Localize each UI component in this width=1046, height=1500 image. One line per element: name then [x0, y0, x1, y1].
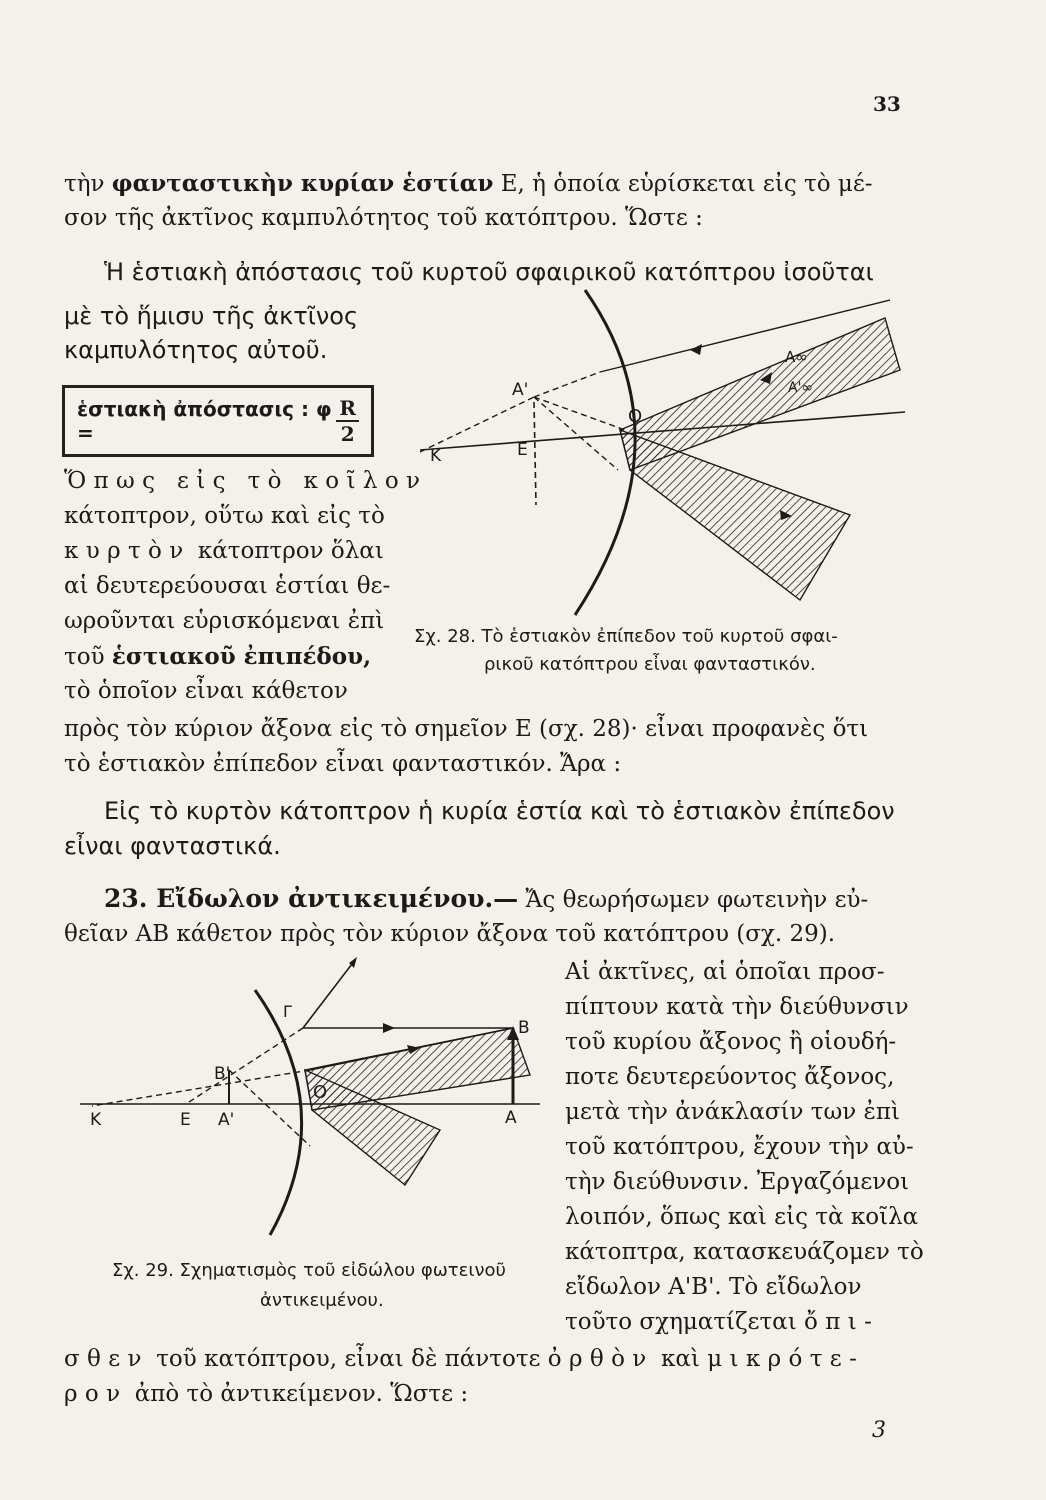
text-line-9: αἱ δευτερεύουσαι ἑστίαι θε-	[64, 573, 391, 599]
text-line-1-pre: τὴν	[64, 171, 112, 197]
section-23-title: 23. Εἴδωλον ἀντικειμένου.—	[104, 884, 519, 913]
label-28-a-inf-prime: Α'∞	[788, 380, 814, 396]
right-line-8: λοιπόν, ὅπως καὶ εἰς τὰ κοῖλα	[565, 1204, 919, 1230]
text-line-8-post: κάτοπτρον ὅλαι	[190, 538, 384, 564]
spaced-text-orthon: ὀρθὸν	[547, 1346, 654, 1372]
label-29-b-prime: Β'	[214, 1064, 231, 1084]
spaced-text-ron: ρον	[64, 1381, 128, 1407]
page-number: 33	[873, 92, 901, 116]
label-29-a: Α	[505, 1108, 517, 1128]
rule-statement-line-2: μὲ τὸ ἥμισυ τῆς ἀκτῖνος	[64, 302, 359, 330]
label-28-a-prime: Α'	[512, 380, 529, 400]
rule-statement-line-1: Ἡ ἑστιακὴ ἀπόστασις τοῦ κυρτοῦ σφαιρικοῦ κατόπτρου ἰσοῦται	[104, 258, 874, 286]
label-29-k: Κ	[90, 1110, 102, 1130]
text-line-last-1	[64, 1346, 864, 1372]
label-28-o: Ο	[628, 406, 643, 427]
text-line-1-post: Ε, ἡ ὁποία εὑρίσκεται εἰς τὸ μέ-	[493, 171, 873, 197]
text-line-14: τὸ ἑστιακὸν ἐπίπεδον εἶναι φανταστικόν. Ἄρα :	[64, 751, 622, 777]
section-23-rest: Ἄς θεωρήσωμεν φωτεινὴν εὐ-	[518, 887, 869, 913]
text-line-18: θεῖαν ΑΒ κάθετον πρὸς τὸν κύριον ἄξονα τοῦ κατόπτρου (σχ. 29).	[64, 921, 836, 947]
text-line-12: τὸ ὁποῖον εἶναι κάθετον	[64, 678, 348, 704]
text-line-13: πρὸς τὸν κύριον ἄξονα εἰς τὸ σημεῖον Ε (σχ. 28)· εἶναι προφανὲς ὅτι	[64, 716, 869, 742]
text-last-2-post: ἀπὸ τὸ ἀντικείμενον. Ὥστε :	[127, 1381, 469, 1407]
label-28-a-inf: Α∞	[785, 348, 808, 366]
rule-statement-2-line-1: Εἰς τὸ κυρτὸν κάτοπτρον ἡ κυρία ἑστία καὶ τὸ ἑστιακὸν ἐπίπεδον	[104, 797, 895, 825]
label-28-k: Κ	[430, 446, 442, 466]
right-line-5: μετὰ τὴν ἀνάκλασίν των ἐπὶ	[565, 1099, 901, 1125]
right-line-10: εἴδωλον Α'Β'. Τὸ εἴδωλον	[565, 1274, 862, 1300]
label-29-e: Ε	[180, 1110, 191, 1130]
label-28-e: Ε	[517, 440, 528, 460]
spaced-text-opisthen-end: σθεν	[64, 1346, 149, 1372]
text-last-1-mid: τοῦ κατόπτρου, εἶναι δὲ πάντοτε	[148, 1346, 548, 1372]
bold-term-focal-plane: ἑστιακοῦ ἐπιπέδου,	[111, 643, 372, 670]
spaced-text-mikrote: μικρότε-	[707, 1346, 865, 1372]
label-29-b: Β	[518, 1018, 530, 1038]
right-line-7: τὴν διεύθυνσιν. Ἐργαζόμενοι	[565, 1169, 910, 1195]
spaced-text-kyrton: κυρτὸν	[64, 538, 191, 564]
signature-number: 3	[872, 1418, 886, 1443]
spaced-text-koilon: Ὅπως εἰς τὸ κοῖλον	[64, 468, 428, 494]
figure-28-caption-line-1: Σχ. 28. Τὸ ἑστιακὸν ἐπίπεδον τοῦ κυρτοῦ σφαι-	[414, 626, 838, 647]
text-last-1-mid2: καὶ	[653, 1346, 708, 1372]
text-line-2: σον τῆς ἀκτῖνος καμπυλότητος τοῦ κατόπτρου. Ὥστε :	[64, 205, 703, 231]
figure-29-caption-line-1: Σχ. 29. Σχηματισμὸς τοῦ εἰδώλου φωτεινοῦ	[112, 1260, 506, 1281]
rule-statement-line-3: καμπυλότητος αὐτοῦ.	[64, 336, 328, 364]
formula-numerator: R	[336, 396, 359, 422]
spaced-text-opisthen-start: ὄπι-	[804, 1309, 880, 1335]
formula-denominator: 2	[340, 422, 355, 446]
text-line-10: ωροῦνται εὑρισκόμεναι ἐπὶ	[64, 608, 385, 634]
bold-term-virtual-focus: φανταστικὴν κυρίαν ἑστίαν	[111, 170, 494, 197]
right-line-4: ποτε δευτερεύοντος ἄξονος,	[565, 1064, 895, 1090]
text-line-7: κάτοπτρον, οὕτω καὶ εἰς τὸ	[64, 503, 385, 529]
text-line-11-pre: τοῦ	[64, 644, 112, 670]
right-line-11-pre: τοῦτο σχηματίζεται	[565, 1309, 805, 1335]
figure-28-caption-line-2: ρικοῦ κατόπτρου εἶναι φανταστικόν.	[484, 654, 816, 675]
right-line-9: κάτοπτρα, κατασκευάζομεν τὸ	[565, 1239, 924, 1265]
right-line-3: τοῦ κυρίου ἄξονος ἢ οἱουδή-	[565, 1029, 897, 1055]
right-line-6: τοῦ κατόπτρου, ἔχουν τὴν αὐ-	[565, 1134, 914, 1160]
rule-statement-2-line-2: εἶναι φανταστικά.	[64, 832, 281, 860]
label-29-a-prime: Α'	[218, 1110, 235, 1130]
text-line-last-2	[64, 1381, 468, 1407]
right-line-2: πίπτουν κατὰ τὴν διεύθυνσιν	[565, 994, 909, 1020]
label-29-o: Ο	[313, 1082, 328, 1103]
formula-label: ἑστιακὴ ἀπόστασις : φ =	[77, 397, 332, 445]
label-29-gamma: Γ	[283, 1002, 292, 1021]
convex-mirror-arc-29	[255, 990, 302, 1235]
figure-29-caption-line-2: ἀντικειμένου.	[260, 1290, 384, 1311]
right-line-1: Αἱ ἀκτῖνες, αἱ ὁποῖαι προσ-	[565, 959, 885, 985]
